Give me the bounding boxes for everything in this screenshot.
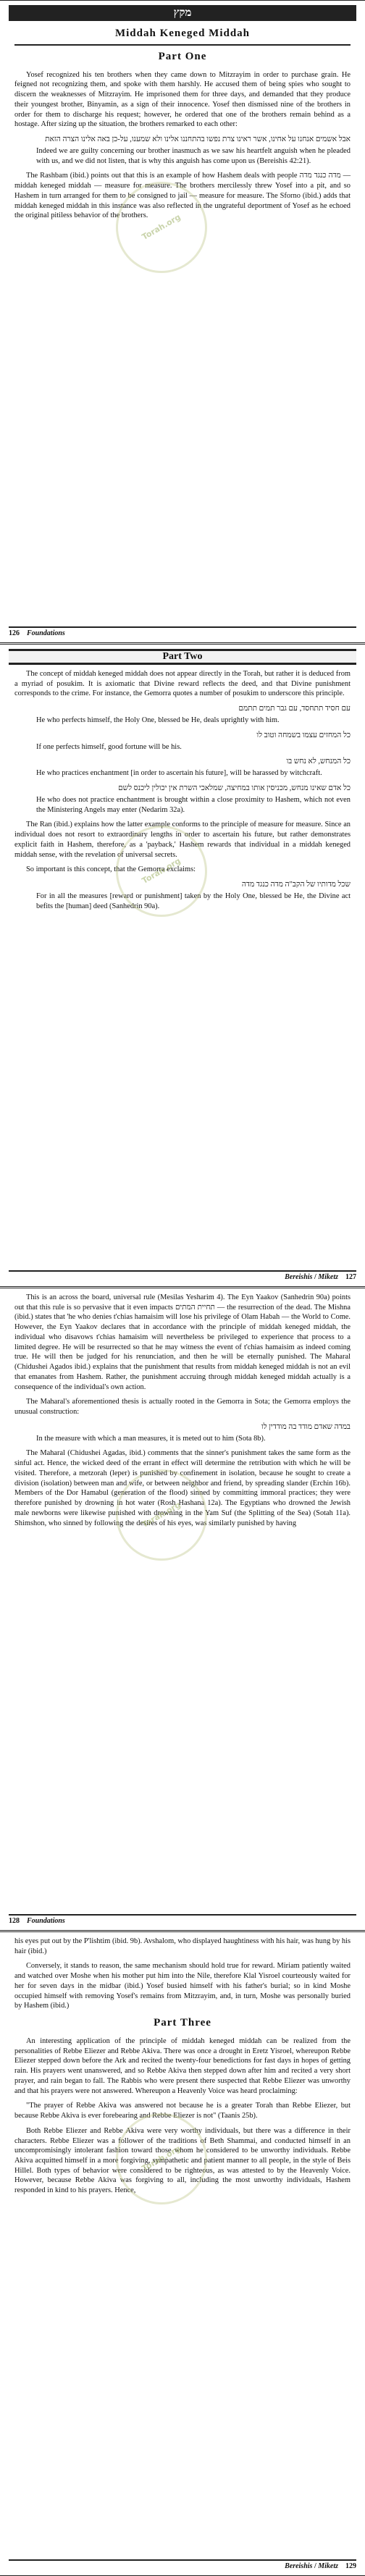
page-127 (0, 644, 365, 1287)
paragraph: The Maharal's aforementioned thesis is actually rooted in the Gemorra in Sota; the Gemorra employs the unusual construction: (14, 1398, 351, 1417)
page-footer (9, 626, 356, 639)
part-three-title: Part Three (154, 2017, 211, 2029)
footer-parsha: Miketz (318, 2562, 338, 2570)
watermark-logo: Torah.org (99, 2097, 224, 2221)
footer-separator: / (314, 1273, 316, 1281)
translated-quote: He who practices enchantment [in order to ascertain his future], will be harassed by witchcraft. (36, 769, 322, 778)
footer-parsha: Miketz (318, 1273, 338, 1281)
page-129 (0, 1931, 365, 2576)
page-number: 127 (345, 1273, 356, 1281)
chapter-title: Middah Keneged Middah (14, 27, 351, 46)
page-footer (9, 1914, 356, 1927)
footer-separator: / (314, 2562, 316, 2570)
footer-book: Bereishis (285, 1273, 313, 1281)
hebrew-quote: במדה שאדם מודד בה מודדין לו (261, 1422, 351, 1431)
hebrew-quote: שכל מדותיו של הקב"ה מדה כנגד מדה (241, 880, 351, 889)
paragraph: his eyes put out by the P'lishtim (ibid. 9b). Avshalom, who displayed haughtiness with his hair, was hung by his hair (ibid.) (14, 1937, 351, 1955)
translated-quote: He who does not practice enchantment is brought within a close proximity to Hashem, which not even the Ministering Angels may enter (Nedarim 32a). (36, 795, 351, 814)
hebrew-quote: אבל אשמים אנחנו על אחינו, אשר ראינו צרת נפשו בהתחננו אלינו ולא שמענו, על-כן באה אלינו הצרה הזאת (45, 135, 351, 143)
paragraph: The concept of middah keneged middah does not appear directly in the Torah, but rather it is deduced from a myriad of posukim. It is axiomatic that Divine reward reflects the deed, and that Divine punishment corresponds to the crime. For instance, the Gemorra quotes a number of posukim to underscore this principle. (14, 670, 351, 698)
page-number: 129 (345, 2562, 356, 2570)
paragraph: So important is this concept, that the Gemorra exclaims: (26, 865, 196, 874)
page-number: 128 (9, 1917, 20, 1925)
translated-quote: For in all the measures [reward or punishment] taken by the Holy One, blessed be He, the Divine act befits the [human] deed (Sanhedrin 90a). (36, 891, 351, 910)
hebrew-quote: כל המחזים עצמו בשמחה וטוב לו (256, 731, 351, 739)
paragraph: This is an across the board, universal rule (Mesilas Yesharim 4). The Eyn Yaakov (Sanhedrin 90a) points out that this rule is so pervasive that it even impacts תחיית המתים — the resurrection of the dead. The Mishna (ibid.) states that 'he who denies t'chias hamaisim will lose his privilege of Olam Habah — the World to Come. However, the Eyn Yaakov declares that in accordance with the principle of middah keneged middah, the individual who disavows t'chias hamaisim will nevertheless be privileged to experience that process to a limited degree. He will be resurrected so that he may witness the event of t'chias hamaisim as indeed coming true. He will then be judged for his renunciation, and then he will be eternally punished. The Maharal (Chidushei Agados ibid.) explains that the punishment that results from middah keneged middah is not an evil that emanates from Hashem. Rather, the punishment accruing through middah keneged middah actually is a consequence of the individual's own action. (14, 1293, 351, 1391)
hebrew-parsha-header: מקץ (9, 5, 356, 21)
hebrew-quote: עם חסיד תתחסד, עם גבר תמים תתמם (238, 705, 351, 713)
watermark-logo: Torah.org (99, 1453, 224, 1577)
watermark-logo: Torah.org (99, 165, 224, 290)
footer-label: Foundations (27, 1917, 65, 1925)
footer-label: Foundations (27, 629, 65, 637)
page-126 (0, 0, 365, 643)
translated-quote: Indeed we are guilty concerning our brother inasmuch as we saw his heartfelt anguish when he pleaded with us, and we did not listen, that is why this anguish has come upon us (Bereishis 42:21). (36, 146, 351, 165)
paragraph: Yosef recognized his ten brothers when they came down to Mitzrayim in order to purchase grain. He feigned not recognizing them, and spoke with them harshly. He accused them of being spies who sought to discern the weaknesses of Mitzrayim. He imprisoned them for three days, and demanded that they produce their youngest brother, Binyamin, as a sign of their innocence. Yosef then dismissed nine of the brothers in order for them to discharge his request; however, he ordered that one of the brothers remain behind as a hostage. After sizing up the situation, the brothers remarked to each other: (14, 70, 351, 129)
page-number: 126 (9, 629, 20, 637)
paragraph: The Ran (ibid.) explains how the latter example conforms to the principle of measure for measure. Since an individual does not resort to extraordinary lengths in order to ascertain his future, but rather demonstrates explicit faith in Hashem, therefore, as a 'payback,' Hashem rewards that individual in a middah keneged middah sense, with the revelation of universal secrets. (14, 821, 351, 859)
translated-quote: He who perfects himself, the Holy One, blessed be He, deals uprightly with him. (36, 716, 280, 725)
part-one-title: Part One (158, 50, 207, 62)
watermark-logo: Torah.org (99, 809, 224, 934)
part-two-title: Part Two (9, 649, 356, 665)
paragraph: The Maharal (Chidushei Agadas, ibid.) comments that the sinner's punishment takes the same form as the sinful act. Hence, the wicked deed of the errant in effect will determine the retribution with which he will be visited. Therefore, a metzorah (leper) is punished by confinement in isolation, because he sought to create a division (isolation) between man and wife, or between neighbor and friend, by spreading slander (Erchin 16b). Members of the Dor Hamabul (generation of the flood) sinned by committing immoral practices; they were therefore punished by drowning in hot water (Rosh Hashana 12a). The Egyptians who drowned the Jewish male newborns were likewise punished with drowning in the Yam Suf (the Splitting of the Sea) (Sotah 11a). Shimshon, who sinned by following the desires of his eyes, was similarly punished by having (14, 1449, 351, 1527)
paragraph: Both Rebbe Eliezer and Rebbe Akiva were very worthy individuals, but there was a difference in their characters. Rebbe Eliezer was a follower of the traditions of Beth Shammai, and conducted himself in an uncompromisingly intolerant fashion toward those whom he considered to be unworthy individuals. Rebbe Akiva acquitted himself in a more forgiving, sympathetic and patient manner to all people, in the style of Beis Hillel. Both types of behavior were considered to be righteous, as was attested to by the Heavenly Voice. However, because Rebbe Akiva was forgiving to all, including the most unworthy individuals, Hashem responded in kind to his prayers. Hence, (14, 2126, 351, 2195)
translated-quote: In the measure with which a man measures, it is meted out to him (Sota 8b). (36, 1434, 266, 1443)
paragraph: An interesting application of the principle of middah keneged middah can be realized from the personalities of Rebbe Eliezer and Rebbe Akiva. There was once a drought in Eretz Yisroel, whereupon Rebbe Eliezer stepped down before the Ark and recited the twenty-four benedictions for fast days in hopes of getting rain. His prayers went unanswered, and so Rebbe Akiva then stepped down after him and recited a very short prayer, and rain began to fall. The Rabbis who were present there suspected that Rebbe Eliezer was unworthy and that his prayers were not answered. Whereupon a Heavenly Voice was heard proclaiming: (14, 2036, 351, 2095)
paragraph: Conversely, it stands to reason, the same mechanism should hold true for reward. Miriam patiently waited and watched over Moshe when his mother put him into the Nile, therefore Klal Yisroel courteously waited for her for seven days in the midbar (ibid.) Yosef busied himself with his father's burial; so in kind Moshe occupied himself with removing Yosef's remains from Mitzrayim, and, in turn, Moshe was personally buried by Hashem (ibid.) (14, 1962, 351, 2010)
hebrew-quote: כל המנחש, לא נחש בו (286, 758, 351, 766)
page-footer (9, 2559, 356, 2572)
hebrew-quote: כל אדם שאינו מנחש, מכניסין אותו במחיצה, שמלאכי השרת אין יכולין ליכנס לשם (118, 784, 351, 792)
page-footer (9, 1270, 356, 1283)
page-128 (0, 1288, 365, 1931)
translated-quote: If one perfects himself, good fortune will be his. (36, 742, 182, 751)
footer-book: Bereishis (285, 2562, 313, 2570)
paragraph: "The prayer of Rebbe Akiva was answered not because he is a greater Torah than Rebbe Eliezer, but because Rebbe Akiva is ever forebearing and Rebbe Eliezer is not" (Taanis 25b). (14, 2102, 351, 2120)
paragraph: The Rashbam (ibid.) points out that this is an example of how Hashem deals with people מדה כנגד מדה — middah keneged middah — measure for measure. The brothers mercilessly threw Yosef into a pit, and so Hashem in turn arranged for them to be consigned to jail — measure for measure. The Sforno (ibid.) adds that middah keneged middah in this instance was also reflected in the ungrateful deportment of Yosef as he echoed the original pitiless behavior of the brothers. (14, 172, 351, 220)
